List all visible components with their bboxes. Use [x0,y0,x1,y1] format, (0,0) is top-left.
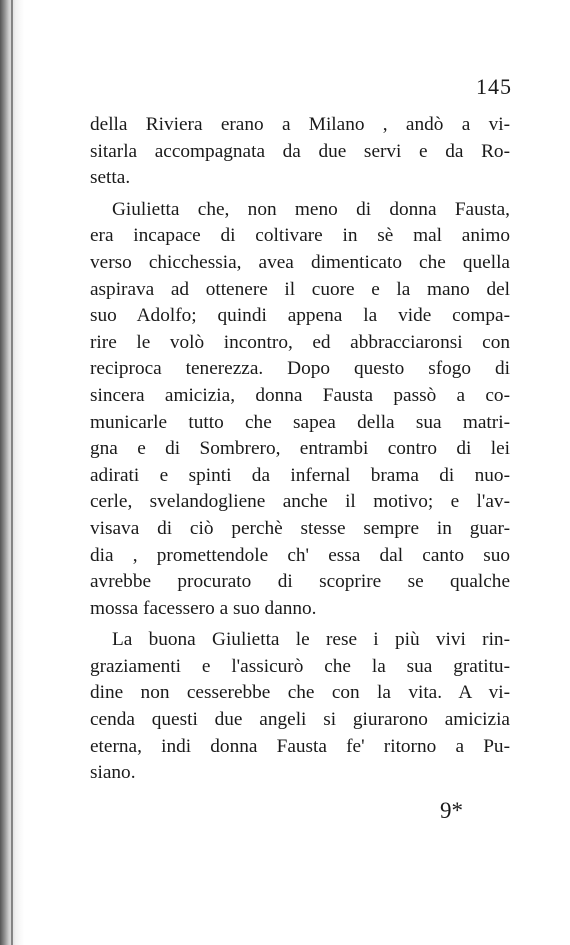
text-line: mossa facessero a suo danno. [90,597,317,619]
text-line: municarle tutto che sapea della sua matri- [90,411,510,433]
text-line: eterna, indi donna Fausta fe' ritorno a Pu- [90,735,510,757]
text-line: cerle, svelandogliene anche il motivo; e l'av- [90,491,510,513]
text-line: gna e di Sombrero, entrambi contro di lei [90,438,510,460]
text-line: rire le volò incontro, ed abbracciaronsi con [90,331,510,353]
text-line: cenda questi due angeli si giurarono amicizia [90,709,510,731]
text-line: visava di ciò perchè stesse sempre in guar- [90,517,510,539]
text-line: dia , promettendole ch' essa dal canto suo [90,544,510,566]
text-line: sitarla accompagnata da due servi e da Ro- [90,140,510,162]
paragraph [90,197,510,623]
text-line: aspirava ad ottenere il cuore e la mano del [90,278,510,300]
signature-mark: 9* [440,798,463,823]
text-line: sincera amicizia, donna Fausta passò a co- [90,384,510,406]
text-line: graziamenti e l'assicurò che la sua gratitu- [90,655,510,677]
page-number: 145 [476,74,512,99]
paragraph [90,627,510,787]
text-line: siano. [90,762,136,784]
text-line: suo Adolfo; quindi appena la vide compa- [90,305,510,327]
text-line: dine non cesserebbe che con la vita. A vi- [90,682,510,704]
text-line: reciproca tenerezza. Dopo questo sfogo di [90,358,510,380]
text-line: verso chicchessia, avea dimenticato che quella [90,251,510,273]
text-line: della Riviera erano a Milano , andò a vi- [90,114,510,135]
paragraph [90,112,510,192]
text-line: adirati e spinti da infernal brama di nuo- [90,464,510,486]
text-line: La buona Giulietta le rese i più vivi rin- [112,629,510,651]
body-text [90,112,510,787]
text-line: era incapace di coltivare in sè mal animo [90,225,510,247]
text-line: avrebbe procurato di scoprire se qualche [90,571,510,593]
binding-shadow-line [11,0,13,945]
text-line: setta. [90,167,131,189]
text-line: Giulietta che, non meno di donna Fausta, [112,198,510,220]
